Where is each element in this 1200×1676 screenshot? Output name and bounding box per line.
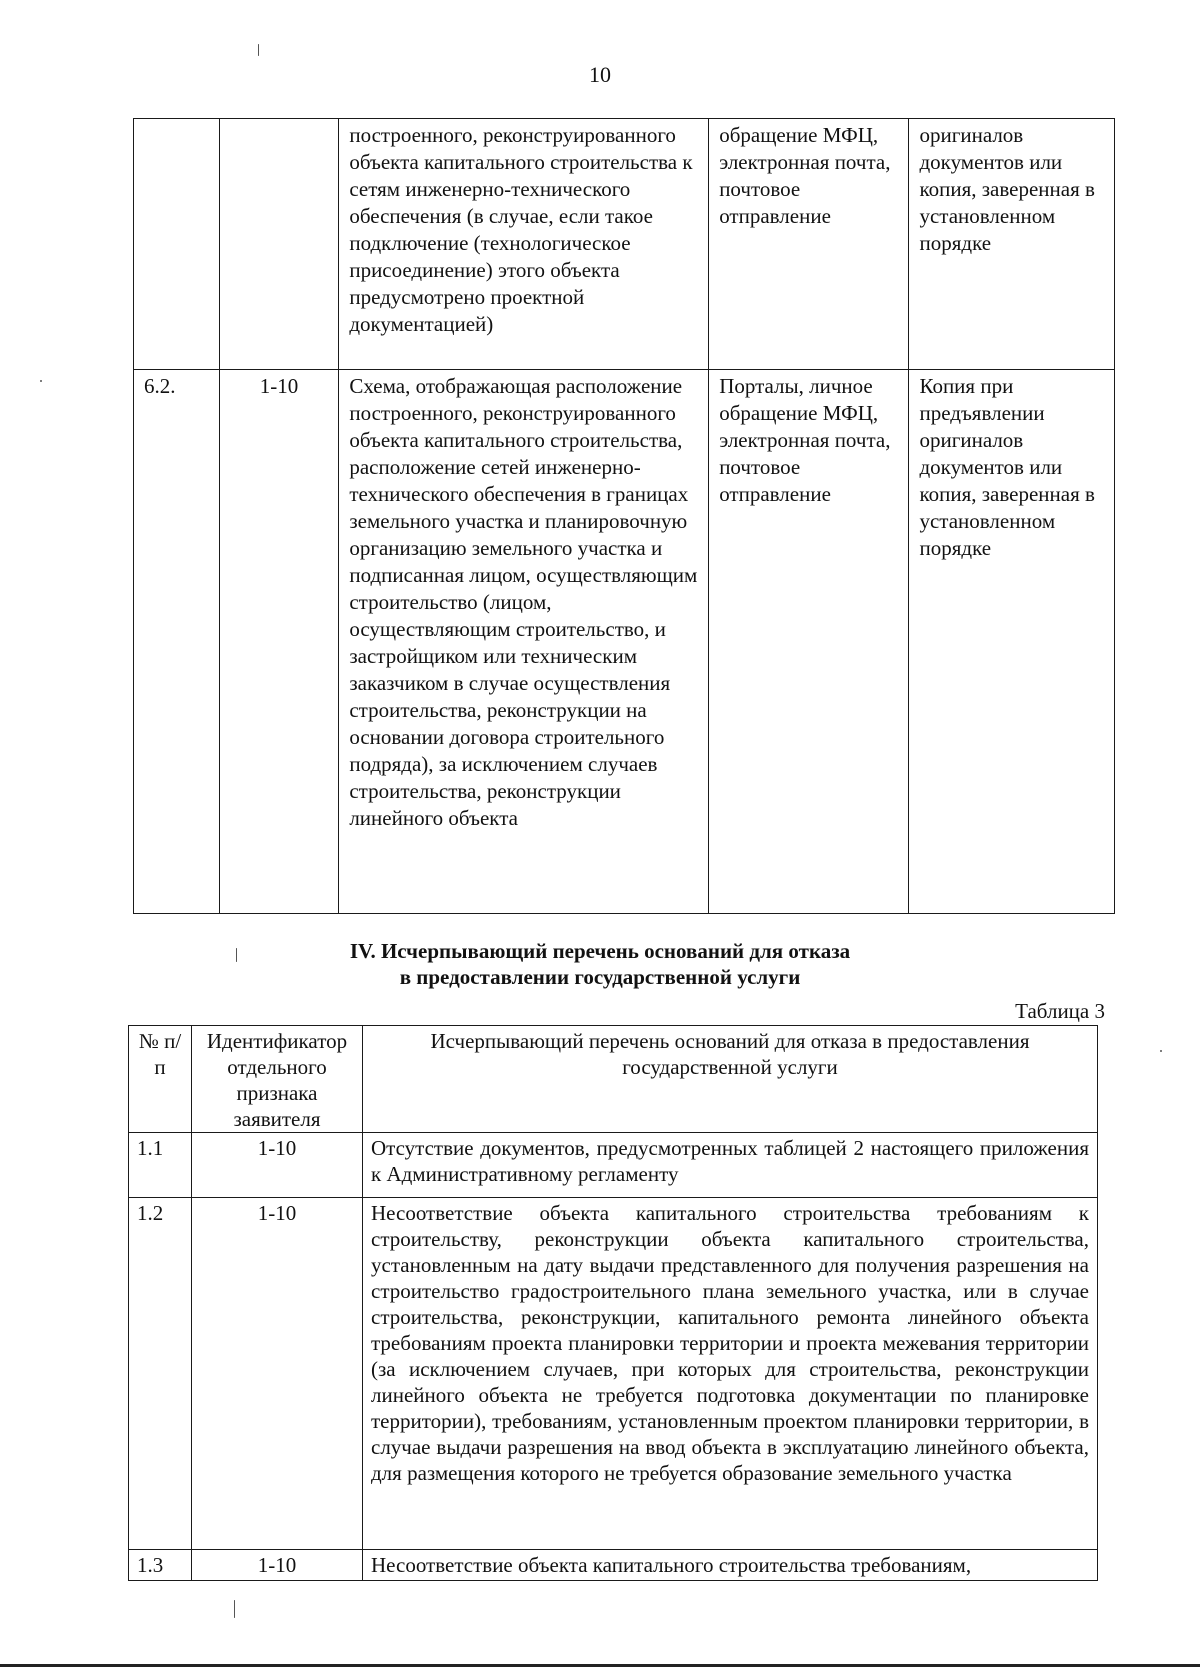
document-form-cell: Копия при предъявлении оригиналов документов или копия, заверенная в установленном порядке <box>909 370 1115 914</box>
page-number: 10 <box>589 62 611 87</box>
applicant-id-cell: 1-10 <box>192 1133 363 1198</box>
table-row <box>129 1198 1098 1550</box>
submission-method-cell: Порталы, личное обращение МФЦ, электронная почта, почтовое отправление <box>709 370 909 914</box>
row-number-cell <box>134 119 220 370</box>
scan-artifact <box>40 380 42 382</box>
applicant-id-cell: 1-10 <box>192 1550 363 1581</box>
header-refusal-grounds: Исчерпывающий перечень оснований для отказа в предоставления государственной услуги <box>363 1026 1098 1133</box>
scan-artifact <box>236 948 237 962</box>
table-row <box>129 1550 1098 1581</box>
section-heading-line2: в предоставлении государственной услуги <box>399 965 801 989</box>
scan-artifact <box>234 1600 235 1618</box>
refusal-ground-cell: Несоответствие объекта капитального строительства требованиям, <box>363 1550 1098 1581</box>
refusal-ground-cell: Отсутствие документов, предусмотренных таблицей 2 настоящего приложения к Административному регламенту <box>363 1133 1098 1198</box>
header-applicant-id: Идентификатор отдельного признака заявителя <box>192 1026 363 1133</box>
scan-edge-line <box>0 1664 1200 1667</box>
submission-method-cell: обращение МФЦ, электронная почта, почтовое отправление <box>709 119 909 370</box>
table-header-row <box>129 1026 1098 1133</box>
applicant-id-cell: 1-10 <box>192 1198 363 1550</box>
applicant-id-cell <box>219 119 339 370</box>
row-number-cell: 6.2. <box>134 370 220 914</box>
document-cell: построенного, реконструированного объекта капитального строительства к сетям инженерно-технического обеспечения (в случае, если такое подключение (технологическое присоединение) этого объекта предусмотрено проектной документацией) <box>339 119 709 370</box>
table-row <box>134 370 1115 914</box>
section-heading <box>0 938 1200 990</box>
scan-artifact <box>258 44 259 56</box>
document-cell: Схема, отображающая расположение построенного, реконструированного объекта капитального строительства, расположение сетей инженерно-технического обеспечения в границах земельного участка и планировочную организацию земельного участка и подписанная лицом, осуществляющим строительство (лицом, осуществляющим строительство, и застройщиком или техническим заказчиком в случае осуществления строительства, реконструкции на основании договора строительного подряда), за исключением случаев строительства, реконструкции линейного объекта <box>339 370 709 914</box>
refusal-grounds-table <box>128 1025 1098 1581</box>
documents-table-continuation <box>133 118 1115 914</box>
section-heading-line1: IV. Исчерпывающий перечень оснований для отказа <box>349 939 851 963</box>
table-row <box>129 1133 1098 1198</box>
row-number-cell: 1.1 <box>129 1133 192 1198</box>
header-number: № п/п <box>129 1026 192 1133</box>
row-number-cell: 1.3 <box>129 1550 192 1581</box>
applicant-id-cell: 1-10 <box>219 370 339 914</box>
table-caption: Таблица 3 <box>1015 999 1105 1023</box>
scan-artifact <box>1160 1050 1162 1052</box>
refusal-ground-cell: Несоответствие объекта капитального строительства требованиям к строительству, реконструкции объекта капитального строительства, установленным на дату выдачи представленного для получения разрешения на строительство градостроительного плана земельного участка, или в случае строительства, реконструкции, капитального ремонта линейного объекта требованиям проекта планировки территории и проекта межевания территории (за исключением случаев, при которых для строительства, реконструкции линейного объекта не требуется подготовка документации по планировке территории), требованиям, установленным проектом планировки территории, в случае выдачи разрешения на ввод объекта в эксплуатацию линейного объекта, для размещения которого не требуется образование земельного участка <box>363 1198 1098 1550</box>
row-number-cell: 1.2 <box>129 1198 192 1550</box>
table-row <box>134 119 1115 370</box>
document-form-cell: оригиналов документов или копия, заверенная в установленном порядке <box>909 119 1115 370</box>
